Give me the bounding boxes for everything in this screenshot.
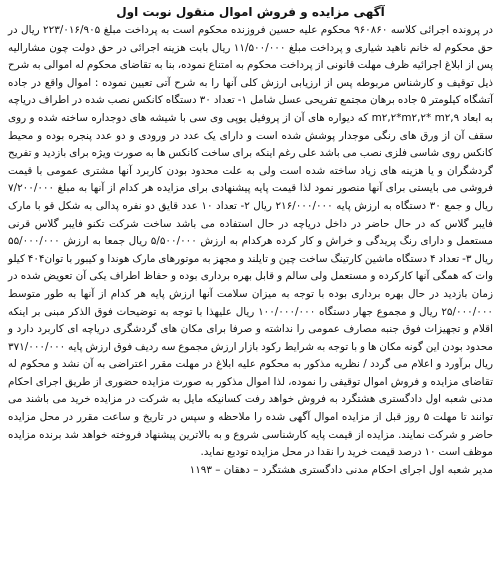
notice-signature: مدیر شعبه اول اجرای احکام مدنی دادگستری هشتگرد – دهقان – ۱۱۹۳ [189, 463, 493, 476]
auction-notice [8, 4, 493, 570]
notice-title: آگهی مزایده و فروش اموال منقول نوبت اول [116, 5, 385, 19]
notice-body: در پرونده اجرائی کلاسه ۹۶۰۸۶۰ محکوم علیه حسین فروزنده محکوم است به پرداخت مبلغ ۲۲۳/۰۱۶/۹۰۵ ریال در حق محکوم له خانم ناهید شیاری و پرداخت مبلغ ۱۱/۵۰۰/۰۰۰ ریال بابت هزینه اجرائی در حق دولت چون مشارالیه پس از ابلاغ اجرائیه ظرف مهلت قانونی از پرداخت محکوم به امتناع نموده، بنا به تقاضای محکوم له اموالی به شرح ذیل توقیف و کارشناس مربوطه پس از ارزیابی ارزش کلی آنها را به شرح آتی تعیین نموده : اموال واقع در جاده آتشگاه کیلومتر ۵ جاده برهان مجتمع تفریحی عسل شامل ۱- تعداد ۳۰ دستگاه کانکس نصب شده در اطراف دریاچه به ابعاد m۲,۲*m۲,۲* m۲,۹ که دیواره های آن از پروفیل یوپی وی سی با شیشه های دوجداره ساخته شده و روی سقف آن از ورق های رنگی موجدار پوشش شده است و دارای یک عدد در ورودی و دو عدد پنجره بوده و محیط کانکس روی شاسی فلزی نصب می باشد علی رغم اینکه برای ساخت کانکس ها به صورت ویژه برای بازدید و تفریح گردشگران و یا هزینه های زیاد ساخته شده است ولی به علت محدود بودن کاربرد آنها مشتری عمومی با قیمت فروشی می بایستی برای آنها منصور نمود لذا قیمت پایه پیشنهادی برای مزایده هر کدام از آنها به مبلغ ۷/۲۰۰/۰۰۰ ریال و جمع ۳۰ دستگاه به ارزش پایه ۲۱۶/۰۰۰/۰۰۰ ریال ۲- تعداد ۱۰ عدد قایق دو نفره پدالی به شکل قو با مارک فایبر گلاس که در حال حاضر در داخل دریاچه در حال استفاده می باشد ساخت شرکت تکنو فایبر گلاس قرنی مستعمل و دارای رنگ پریدگی و خراش و کار کرده هرکدام به ارزش ۵/۵۰۰/۰۰۰ ریال جمعا به ارزش ۵۵/۰۰۰/۰۰۰ ریال ۳- تعداد ۴ دستگاه ماشین کارتینگ ساخت چین و تایلند و مجهز به موتورهای مارک هوندا و کیبور با توان۴۰۴ کیلو وات که همگی آنها کارکرده و مستعمل ولی سالم و قابل بهره برداری بوده و حفاظ اطراف یکی آن تعویض شده در زمان بازدید در حال بهره برداری بوده با توجه به میزان سلامت آنها ارزش پایه هر کدام از آنها به طور متوسط ۲۵/۰۰۰/۰۰۰ ریال و مجموع جهار دستگاه ۱۰۰/۰۰۰/۰۰۰ ریال علیهذا با توجه به توضیحات فوق الذکر مبنی بر اینکه اقلام و تجهیزات فوق جنبه مصارف عمومی را نداشته و صرفا برای مکان های گردشگری دریاچه ای کاربرد دارد و محدود بودن این گونه مکان ها و با توجه به شرایط رکود بازار ارزش مجموع سه ردیف فوق ارزش پایه ۳۷۱/۰۰۰/۰۰۰ ریال برآورد و اعلام می گردد / نظریه مذکور به محکوم علیه ابلاغ در مهلت مقرر اعتراضی به آن نشد و محکوم له تقاضای مزایده و فروش اموال توقیفی را نموده، لذا اموال مذکور به صورت مزایده حضوری از طریق اجرای احکام مدنی شعبه اول دادگستری هشتگرد به فروش خواهد رفت کسانیکه مایل به شرکت در مزایده خرید می باشند می توانند تا مهلت ۵ روز قبل از مزایده اموال آگهی شده را ملاحظه و سپس در تاریخ و ساعت مقرر در محل مزایده حاضر و شرکت نمایند. مزایده از قیمت پایه کارشناسی شروع و به بالاترین پیشنهاد فروخته خواهد شد برنده مزایده موظف است ۱۰ درصد قیمت خرید را نقدا در محل مزایده تودیع نماید. [8, 24, 494, 459]
